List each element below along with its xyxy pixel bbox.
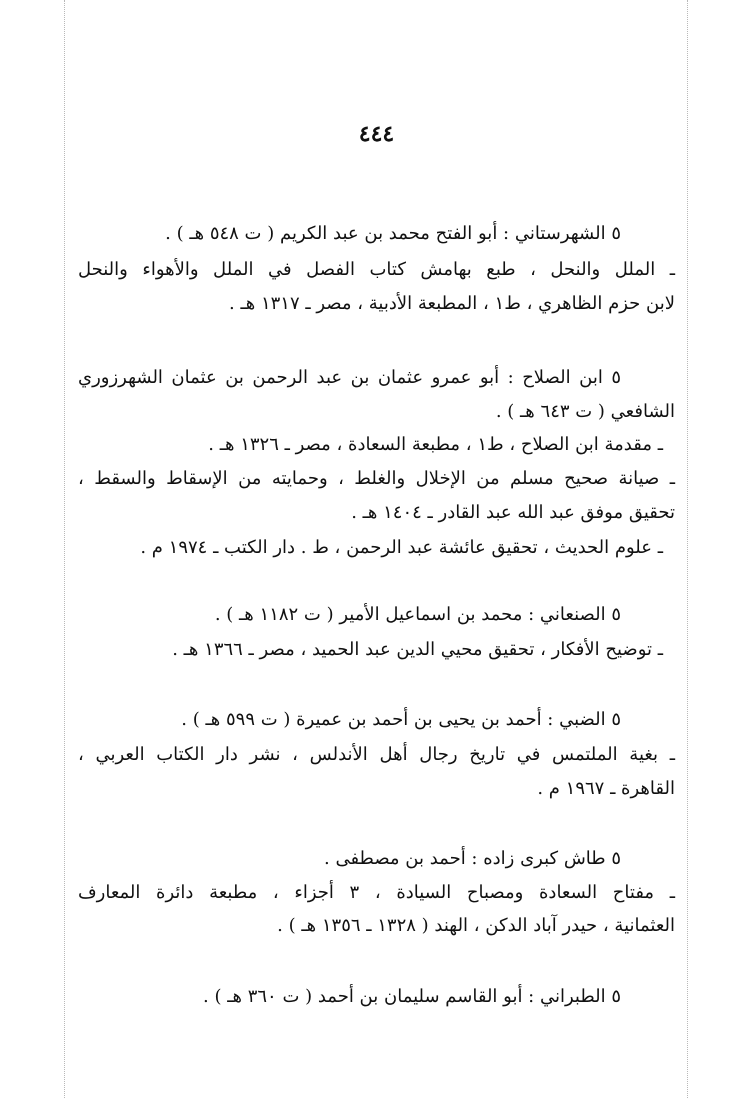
- entry-work-line: ـ توضيح الأفكار ، تحقيق محيي الدين عبد الحميد ، مصر ـ ١٣٦٦ هـ .: [172, 639, 663, 660]
- entry-work-line: العثمانية ، حيدر آباد الدكن ، الهند ( ١٣٢٨ ـ ١٣٥٦ هـ ) .: [277, 915, 675, 936]
- entry-author: ٥ الطبراني : أبو القاسم سليمان بن أحمد ( ت ٣٦٠ هـ ) .: [203, 986, 621, 1007]
- entry-work-line: تحقيق موفق عبد الله عبد القادر ـ ١٤٠٤ هـ .: [351, 502, 675, 523]
- entry-work-line: ـ صيانة صحيح مسلم من الإخلال والغلط ، وحمايته من الإسقاط والسقط ،: [78, 468, 675, 489]
- entry-work-line: ـ الملل والنحل ، طبع بهامش كتاب الفصل في الملل والأهواء والنحل: [78, 259, 675, 280]
- entry-author-continued: الشافعي ( ت ٦٤٣ هـ ) .: [495, 401, 675, 422]
- entry-author: ٥ الضبي : أحمد بن يحيى بن أحمد بن عميرة ( ت ٥٩٩ هـ ) .: [181, 709, 621, 730]
- entry-work-line: ـ مقدمة ابن الصلاح ، ط١ ، مطبعة السعادة ، مصر ـ ١٣٢٦ هـ .: [208, 434, 663, 455]
- entry-author: ٥ الشهرستاني : أبو الفتح محمد بن عبد الكريم ( ت ٥٤٨ هـ ) .: [165, 223, 621, 244]
- entry-work-line: ـ علوم الحديث ، تحقيق عائشة عبد الرحمن ، ط . دار الكتب ـ ١٩٧٤ م .: [140, 537, 663, 558]
- entry-work-line: ـ مفتاح السعادة ومصباح السيادة ، ٣ أجزاء ، مطبعة دائرة المعارف: [78, 882, 675, 903]
- entry-author: ٥ الصنعاني : محمد بن اسماعيل الأمير ( ت ١١٨٢ هـ ) .: [214, 604, 621, 625]
- entry-work-line: القاهرة ـ ١٩٦٧ م .: [537, 778, 675, 799]
- entry-author: ٥ ابن الصلاح : أبو عمرو عثمان بن عبد الرحمن بن عثمان الشهرزوري: [78, 367, 621, 388]
- page-number: ٤٤٤: [358, 121, 395, 147]
- entry-work-line: لابن حزم الظاهري ، ط١ ، المطبعة الأدبية ، مصر ـ ١٣١٧ هـ .: [229, 293, 675, 314]
- entry-author: ٥ طاش كبرى زاده : أحمد بن مصطفى .: [324, 848, 621, 869]
- entry-work-line: ـ بغية الملتمس في تاريخ رجال أهل الأندلس ، نشر دار الكتاب العربي ،: [78, 744, 675, 765]
- scan-guide-line: [687, 0, 688, 1098]
- scan-guide-line: [64, 0, 65, 1098]
